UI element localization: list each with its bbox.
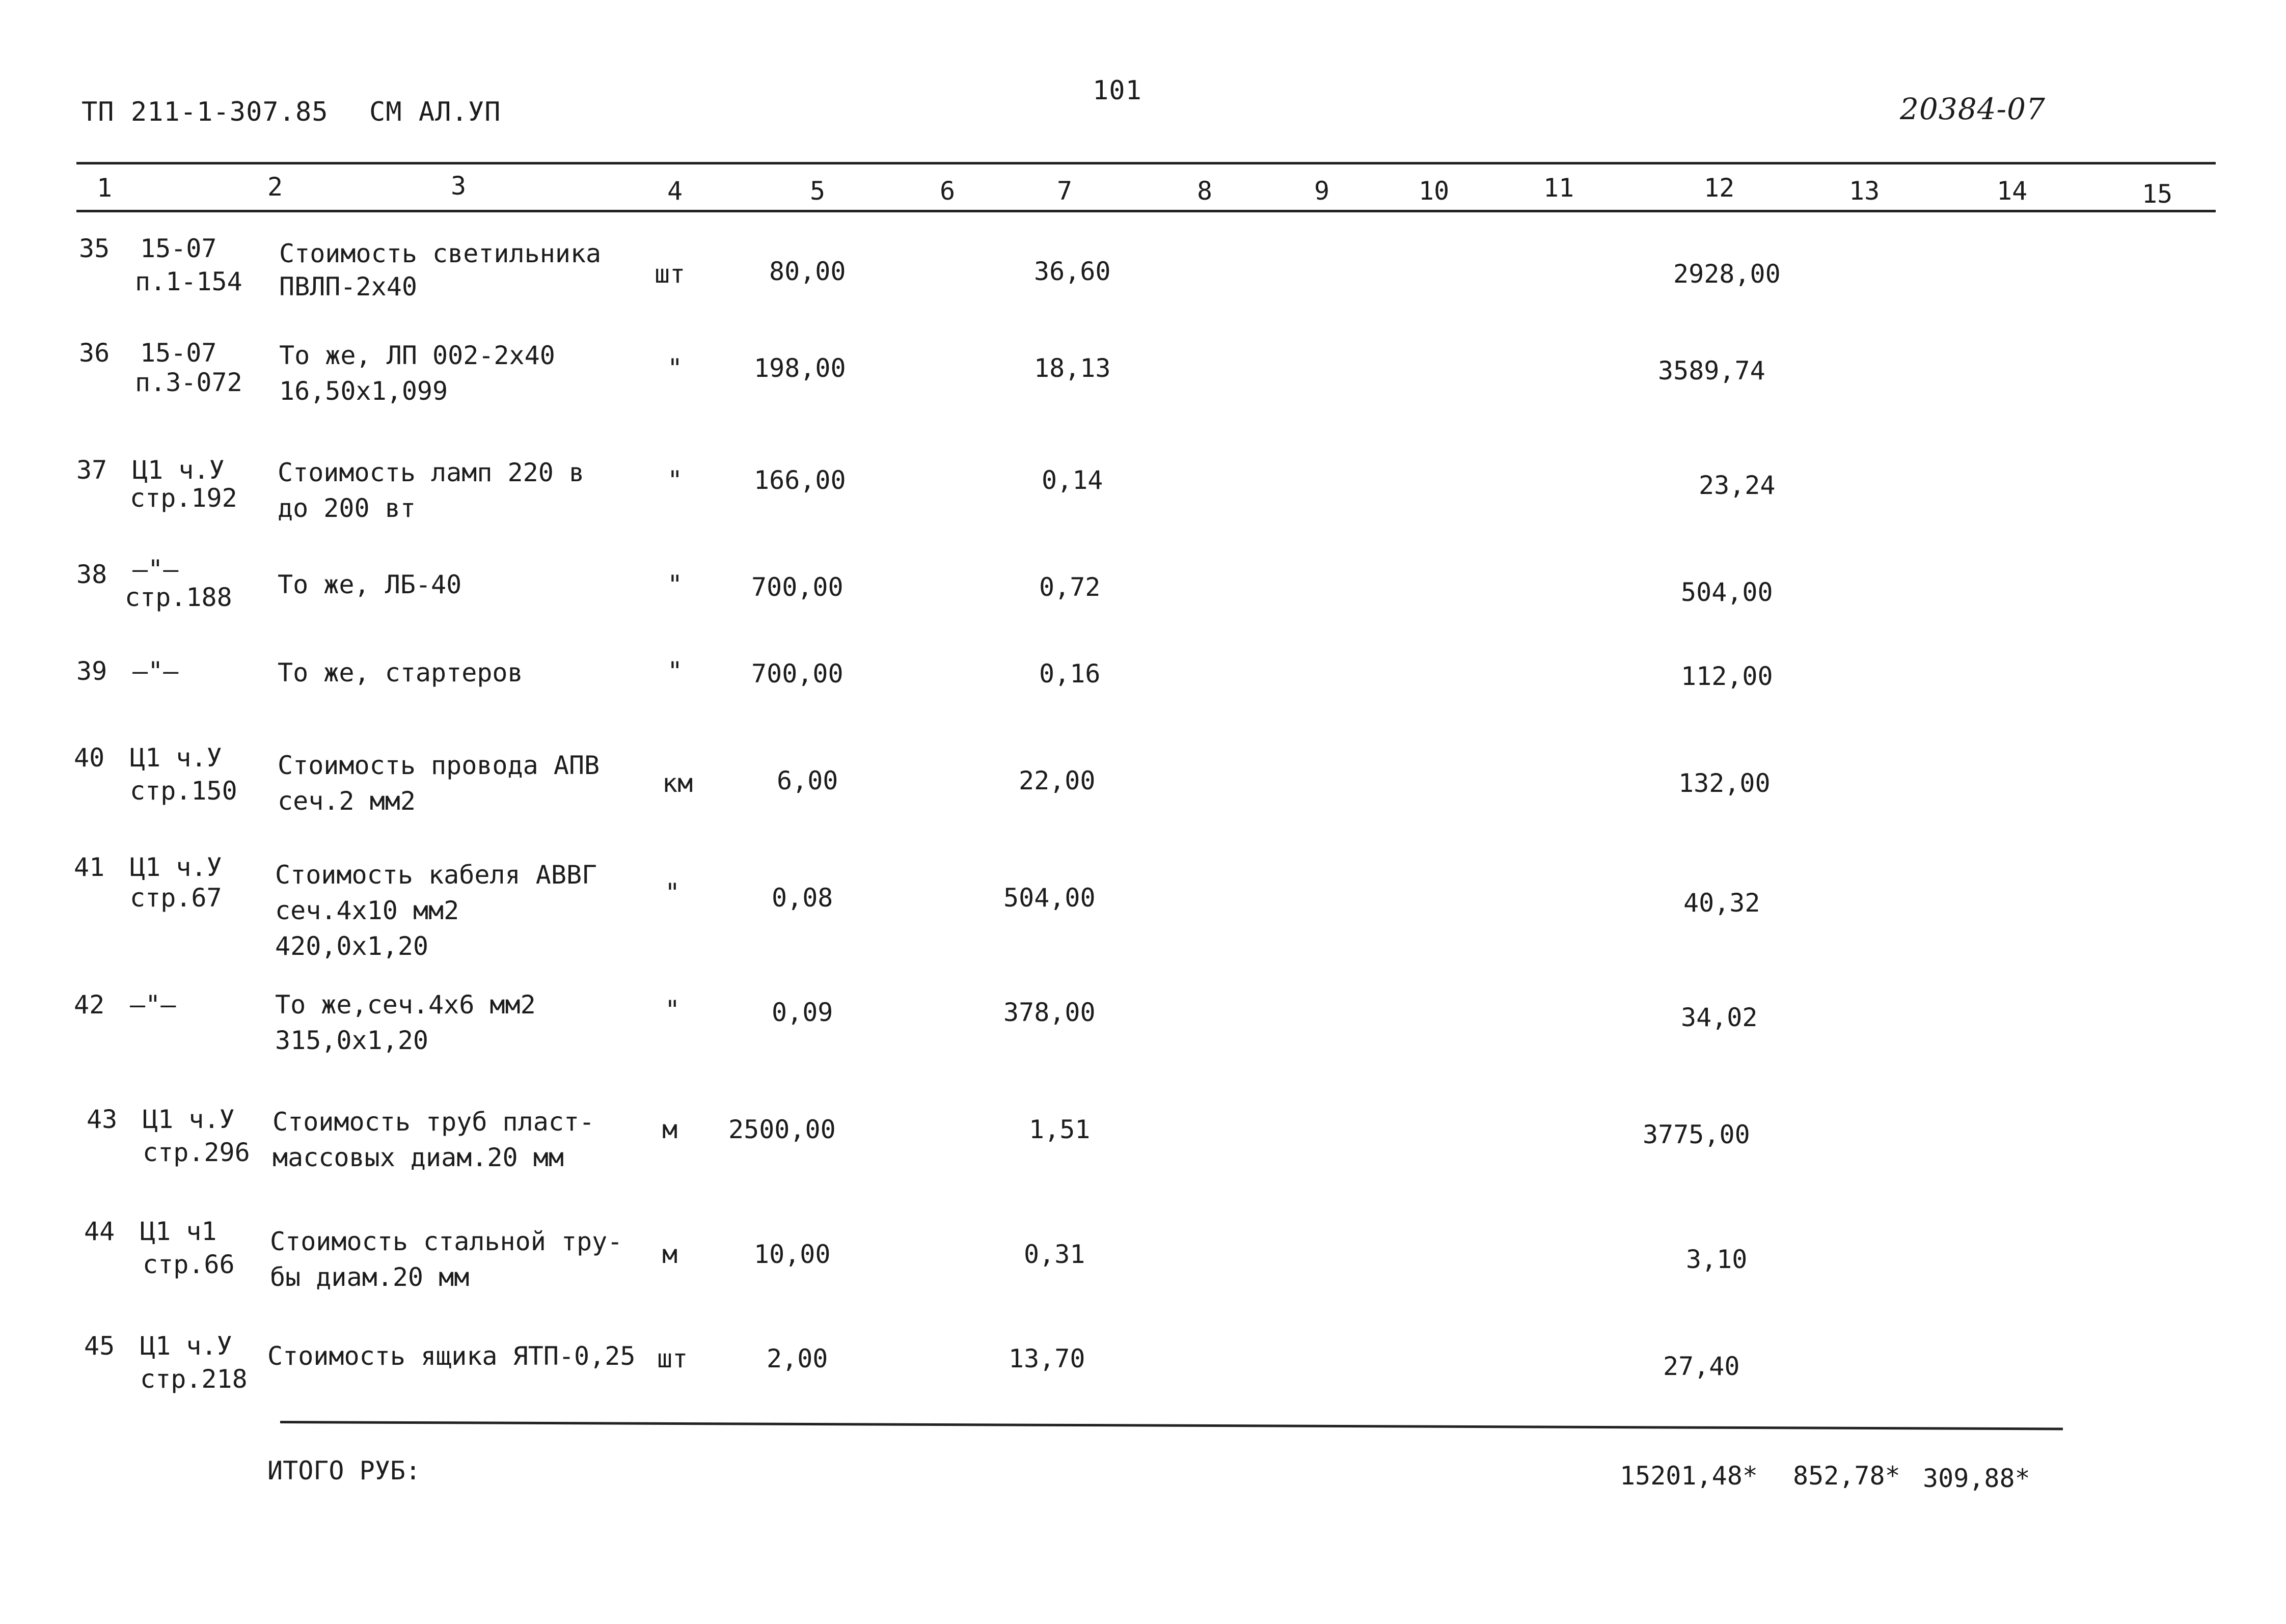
- row-quantity: 6,00: [777, 766, 838, 795]
- row-reference-line1: Ц1 ч.У: [130, 743, 222, 773]
- row-total: 2928,00: [1673, 259, 1781, 289]
- column-number: 2: [267, 172, 283, 202]
- row-quantity: 80,00: [769, 257, 846, 286]
- row-reference-line1: 15-07: [140, 338, 217, 368]
- row-quantity: 166,00: [754, 465, 846, 495]
- row-number: 38: [76, 560, 107, 589]
- row-name-line1: То же, стартеров: [278, 658, 523, 687]
- column-number: 12: [1704, 173, 1735, 203]
- row-total: 34,02: [1681, 1003, 1758, 1032]
- row-total: 40,32: [1683, 888, 1760, 918]
- row-unit: ": [667, 656, 683, 686]
- row-quantity: 198,00: [754, 353, 846, 383]
- row-number: 44: [84, 1217, 115, 1246]
- stamp-number: 20384-07: [1900, 92, 2046, 126]
- row-unit-price: 504,00: [1003, 883, 1096, 913]
- row-unit-price: 18,13: [1034, 353, 1111, 383]
- totals-column-13: 852,78*: [1793, 1461, 1900, 1491]
- row-name-line2: бы диам.20 мм: [270, 1262, 470, 1292]
- row-quantity: 2500,00: [728, 1115, 836, 1144]
- row-unit: шт: [655, 259, 686, 289]
- row-unit: ": [667, 465, 683, 495]
- row-unit-price: 22,00: [1019, 766, 1096, 795]
- row-reference-line2: п.1-154: [135, 267, 242, 296]
- row-name-line2: 315,0х1,20: [275, 1026, 429, 1055]
- row-number: 45: [84, 1331, 115, 1361]
- row-reference-line2: стр.67: [130, 883, 222, 913]
- row-name-line1: То же,сеч.4х6 мм2: [275, 990, 536, 1020]
- row-unit: ": [665, 995, 681, 1025]
- row-reference-line1: Ц1 ч.У: [140, 1331, 232, 1361]
- page-number: 101: [1093, 75, 1142, 106]
- row-reference-line2: стр.150: [130, 776, 237, 806]
- document-code: ТП 211-1-307.85: [81, 97, 329, 127]
- row-number: 43: [87, 1105, 118, 1134]
- row-number: 42: [74, 990, 105, 1020]
- row-unit: шт: [657, 1344, 688, 1373]
- row-total: 3775,00: [1643, 1120, 1750, 1149]
- column-number: 10: [1419, 176, 1450, 206]
- row-number: 39: [76, 656, 107, 686]
- row-number: 40: [74, 743, 105, 773]
- column-number: 1: [97, 173, 113, 203]
- row-total: 112,00: [1681, 662, 1773, 691]
- row-unit-price: 0,72: [1039, 572, 1101, 602]
- row-total: 504,00: [1681, 577, 1773, 607]
- column-number: 8: [1197, 176, 1213, 206]
- row-unit-price: 1,51: [1029, 1115, 1091, 1144]
- row-total: 27,40: [1663, 1352, 1740, 1381]
- row-reference-line2: стр.218: [140, 1364, 248, 1394]
- totals-column-14: 309,88*: [1923, 1464, 2030, 1493]
- row-name-line3: 420,0х1,20: [275, 931, 429, 961]
- row-number: 41: [74, 852, 105, 882]
- row-name-line2: до 200 вт: [278, 493, 416, 523]
- row-quantity: 700,00: [751, 572, 843, 602]
- row-unit-price: 0,16: [1039, 659, 1101, 689]
- column-number: 9: [1314, 176, 1330, 206]
- row-number: 36: [79, 338, 110, 368]
- row-unit: м: [662, 1240, 678, 1269]
- column-number: 3: [451, 171, 467, 201]
- row-reference-line1: —"—: [132, 656, 179, 686]
- row-name-line2: сеч.4х10 мм2: [275, 896, 459, 925]
- row-reference-line1: —"—: [130, 990, 176, 1020]
- column-number: 7: [1057, 176, 1073, 206]
- totals-label: ИТОГО РУБ:: [267, 1456, 421, 1485]
- totals-rule: [280, 1421, 2063, 1430]
- row-quantity: 0,08: [772, 883, 833, 913]
- row-total: 3589,74: [1658, 356, 1765, 386]
- row-unit-price: 13,70: [1009, 1344, 1085, 1373]
- row-reference-line2: стр.66: [143, 1250, 235, 1279]
- row-reference-line1: 15-07: [140, 234, 217, 263]
- row-reference-line2: стр.192: [130, 483, 237, 513]
- row-unit-price: 378,00: [1003, 998, 1096, 1027]
- totals-column-12: 15201,48*: [1620, 1461, 1758, 1491]
- column-number: 4: [667, 176, 683, 206]
- row-name-line1: Стоимость светильника: [279, 239, 602, 268]
- row-reference-line2: п.3-072: [135, 368, 242, 397]
- row-name-line2: ПВЛП-2х40: [279, 272, 417, 301]
- column-number: 15: [2142, 179, 2173, 209]
- row-unit: ": [667, 570, 683, 599]
- row-unit: ": [665, 878, 681, 907]
- row-name-line1: Стоимость провода АПВ: [278, 751, 600, 780]
- column-number: 6: [940, 176, 956, 206]
- album-code: СМ АЛ.УП: [369, 97, 501, 127]
- header-bottom-rule: [76, 210, 2216, 212]
- column-number: 5: [810, 176, 826, 206]
- row-reference-line1: Ц1 ч.У: [130, 852, 222, 882]
- row-name-line1: То же, ЛБ-40: [278, 570, 462, 599]
- header-top-rule: [76, 162, 2216, 164]
- row-name-line1: То же, ЛП 002-2х40: [279, 341, 555, 370]
- column-number: 14: [1997, 176, 2028, 206]
- row-unit: км: [662, 768, 693, 798]
- row-unit: м: [662, 1115, 678, 1144]
- row-unit-price: 36,60: [1034, 257, 1111, 286]
- row-name-line2: сеч.2 мм2: [278, 786, 416, 816]
- row-quantity: 10,00: [754, 1240, 831, 1269]
- column-number: 13: [1849, 176, 1880, 206]
- row-total: 132,00: [1678, 768, 1771, 798]
- row-total: 3,10: [1686, 1245, 1748, 1274]
- row-name-line1: Стоимость ламп 220 в: [278, 458, 585, 487]
- row-name-line1: Стоимость кабеля АВВГ: [275, 860, 597, 890]
- row-name-line2: массовых диам.20 мм: [273, 1143, 564, 1172]
- row-unit-price: 0,14: [1042, 465, 1103, 495]
- row-number: 35: [79, 234, 110, 263]
- row-reference-line1: Ц1 ч.У: [143, 1105, 235, 1134]
- row-unit: ": [667, 353, 683, 383]
- row-name-line1: Стоимость труб пласт-: [273, 1107, 595, 1137]
- column-number: 11: [1543, 173, 1574, 203]
- row-name-line1: Стоимость стальной тру-: [270, 1227, 623, 1256]
- row-quantity: 0,09: [772, 998, 833, 1027]
- row-reference-line2: стр.188: [125, 583, 232, 612]
- row-reference-line1: Ц1 ч.У: [132, 455, 225, 485]
- row-name-line1: Стоимость ящика ЯТП-0,25: [267, 1341, 636, 1371]
- row-quantity: 700,00: [751, 659, 843, 689]
- row-reference-line1: —"—: [132, 555, 179, 584]
- row-number: 37: [76, 455, 107, 485]
- row-total: 23,24: [1699, 471, 1776, 500]
- row-quantity: 2,00: [767, 1344, 828, 1373]
- row-reference-line1: Ц1 ч1: [140, 1217, 217, 1246]
- row-unit-price: 0,31: [1024, 1240, 1085, 1269]
- row-name-line2: 16,50х1,099: [279, 376, 448, 406]
- row-reference-line2: стр.296: [143, 1138, 250, 1167]
